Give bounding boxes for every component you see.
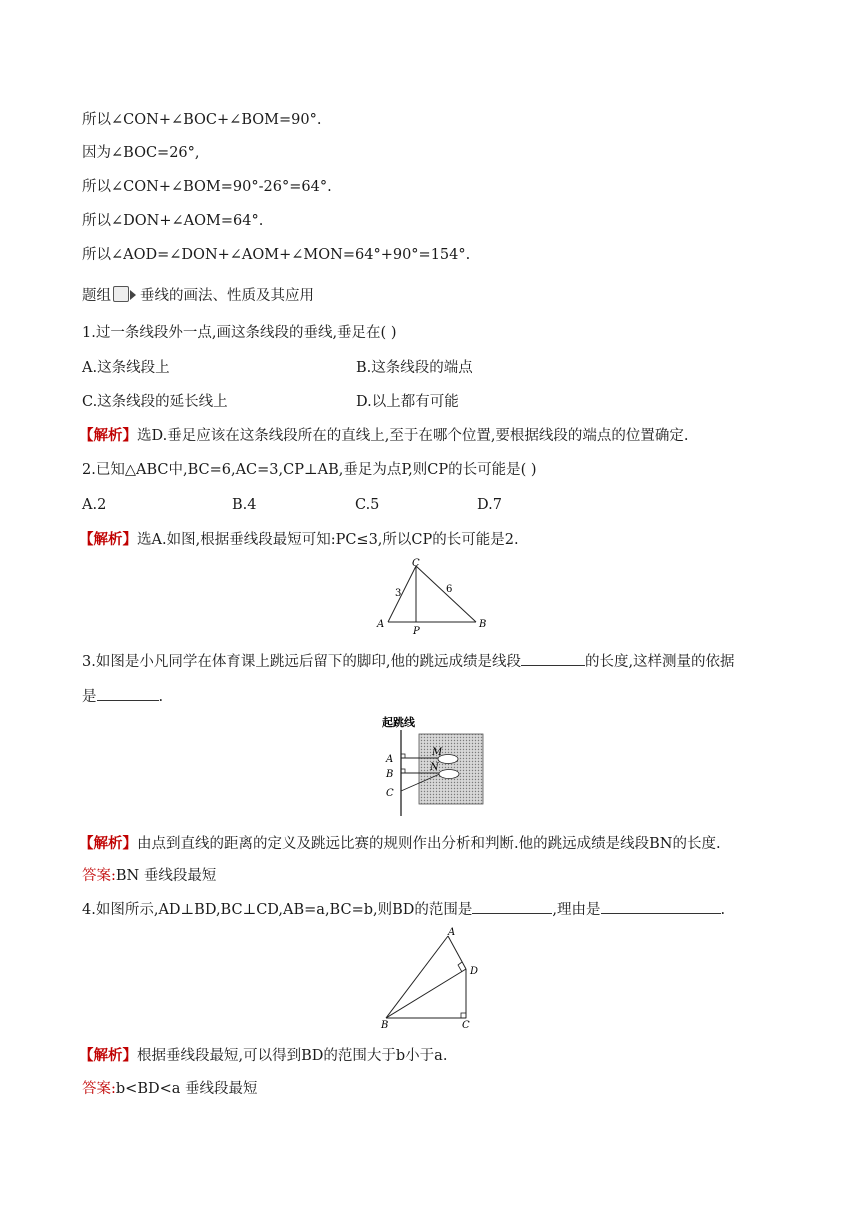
q3-answer-label: 答案:: [82, 868, 116, 884]
q1-option-b: B.这条线段的端点: [356, 360, 473, 376]
group-book-icon: [113, 286, 129, 302]
q3-blank-1[interactable]: [521, 651, 585, 666]
q3-takeoff-line-label: 起跳线: [382, 716, 415, 729]
q3-stem-b: 的长度,这样测量的依据: [584, 654, 735, 670]
q2-analysis-label: 【解析】: [79, 531, 137, 548]
q2-label-p: P: [413, 626, 420, 637]
q4-analysis-text: 根据垂线段最短,可以得到BD的范围大于b小于a.: [137, 1048, 448, 1064]
q4-stem: [82, 899, 725, 920]
q3-label-a: A: [386, 754, 394, 765]
q3-label-c: C: [386, 788, 394, 799]
q3-stem-end: .: [158, 689, 164, 705]
q4-analysis-label: 【解析】: [79, 1047, 137, 1064]
q3-longjump-figure: [378, 712, 488, 818]
q2-option-b: B.4: [232, 497, 257, 513]
q2-triangle-figure: [368, 556, 498, 638]
q4-label-b: B: [381, 1020, 389, 1030]
q3-answer: [82, 866, 216, 886]
q1-option-d: D.以上都有可能: [356, 394, 459, 410]
q1-analysis-label: 【解析】: [79, 427, 137, 444]
q3-stem-a: 3.如图是小凡同学在体育课上跳远后留下的脚印,他的跳远成绩是线段: [82, 654, 521, 670]
q3-stem-line1: [82, 651, 735, 672]
group-header: [82, 286, 314, 306]
q4-analysis: [79, 1046, 447, 1066]
q3-label-b: B: [386, 769, 394, 780]
q4-answer-text: b<BD<a 垂线段最短: [115, 1081, 258, 1097]
q1-option-c: C.这条线段的延长线上: [82, 394, 228, 410]
q4-blank-2[interactable]: [601, 899, 721, 914]
proof-line-2: 因为∠BOC=26°,: [82, 145, 200, 161]
q3-analysis: [79, 834, 721, 854]
q3-answer-text: BN 垂线段最短: [115, 868, 217, 884]
q2-label-ac: 3: [395, 588, 402, 599]
q2-option-a: A.2: [82, 497, 107, 513]
q3-analysis-text: 由点到直线的距离的定义及跳远比赛的规则作出分析和判断.他的跳远成绩是线段BN的长度.: [137, 836, 721, 852]
q2-label-b: B: [479, 619, 487, 630]
q3-label-m: M: [432, 747, 443, 758]
q3-blank-2[interactable]: [97, 686, 159, 701]
q4-blank-1[interactable]: [472, 899, 552, 914]
q4-label-c: C: [462, 1020, 470, 1030]
q4-label-d: D: [470, 966, 479, 977]
q1-analysis: [79, 426, 689, 446]
q3-analysis-label: 【解析】: [79, 835, 137, 852]
q3-stem-line2: [82, 686, 163, 707]
q3-stem-c: 是: [82, 689, 97, 705]
q2-analysis-text: 选A.如图,根据垂线段最短可知:PC≤3,所以CP的长可能是2.: [137, 532, 519, 548]
proof-line-1: 所以∠CON+∠BOC+∠BOM=90°.: [82, 112, 322, 128]
q2-label-c: C: [412, 558, 420, 569]
q2-label-a: A: [377, 619, 385, 630]
q4-figure: [378, 924, 488, 1030]
q3-sandpit: [419, 734, 483, 804]
q2-label-bc: 6: [446, 584, 453, 595]
q4-stem-a: 4.如图所示,AD⊥BD,BC⊥CD,AB=a,BC=b,则BD的范围是: [82, 902, 473, 918]
q1-analysis-text: 选D.垂足应该在这条线段所在的直线上,至于在哪个位置,要根据线段的端点的位置确定.: [137, 428, 689, 444]
q1-stem: 1.过一条线段外一点,画这条线段的垂线,垂足在( ): [82, 325, 397, 341]
q3-footprint-n: [439, 770, 459, 779]
q4-stem-b: ,理由是: [552, 902, 601, 918]
q4-answer-label: 答案:: [82, 1081, 116, 1097]
proof-line-4: 所以∠DON+∠AOM=64°.: [82, 213, 264, 229]
q2-analysis: [79, 530, 519, 550]
group-prefix: 题组: [82, 288, 111, 304]
q4-stem-end: .: [720, 902, 726, 918]
proof-line-5: 所以∠AOD=∠DON+∠AOM+∠MON=64°+90°=154°.: [82, 247, 471, 263]
q2-option-c: C.5: [355, 497, 380, 513]
q4-label-a: A: [448, 927, 456, 938]
q3-label-n: N: [430, 762, 439, 773]
q2-option-d: D.7: [477, 497, 502, 513]
q4-answer: [82, 1079, 258, 1099]
q2-stem: 2.已知△ABC中,BC=6,AC=3,CP⊥AB,垂足为点P,则CP的长可能是( ): [82, 462, 537, 478]
group-arrow-icon: [130, 290, 136, 300]
group-title: 垂线的画法、性质及其应用: [140, 288, 314, 304]
proof-line-3: 所以∠CON+∠BOM=90°-26°=64°.: [82, 179, 332, 195]
q1-option-a: A.这条线段上: [82, 360, 170, 376]
